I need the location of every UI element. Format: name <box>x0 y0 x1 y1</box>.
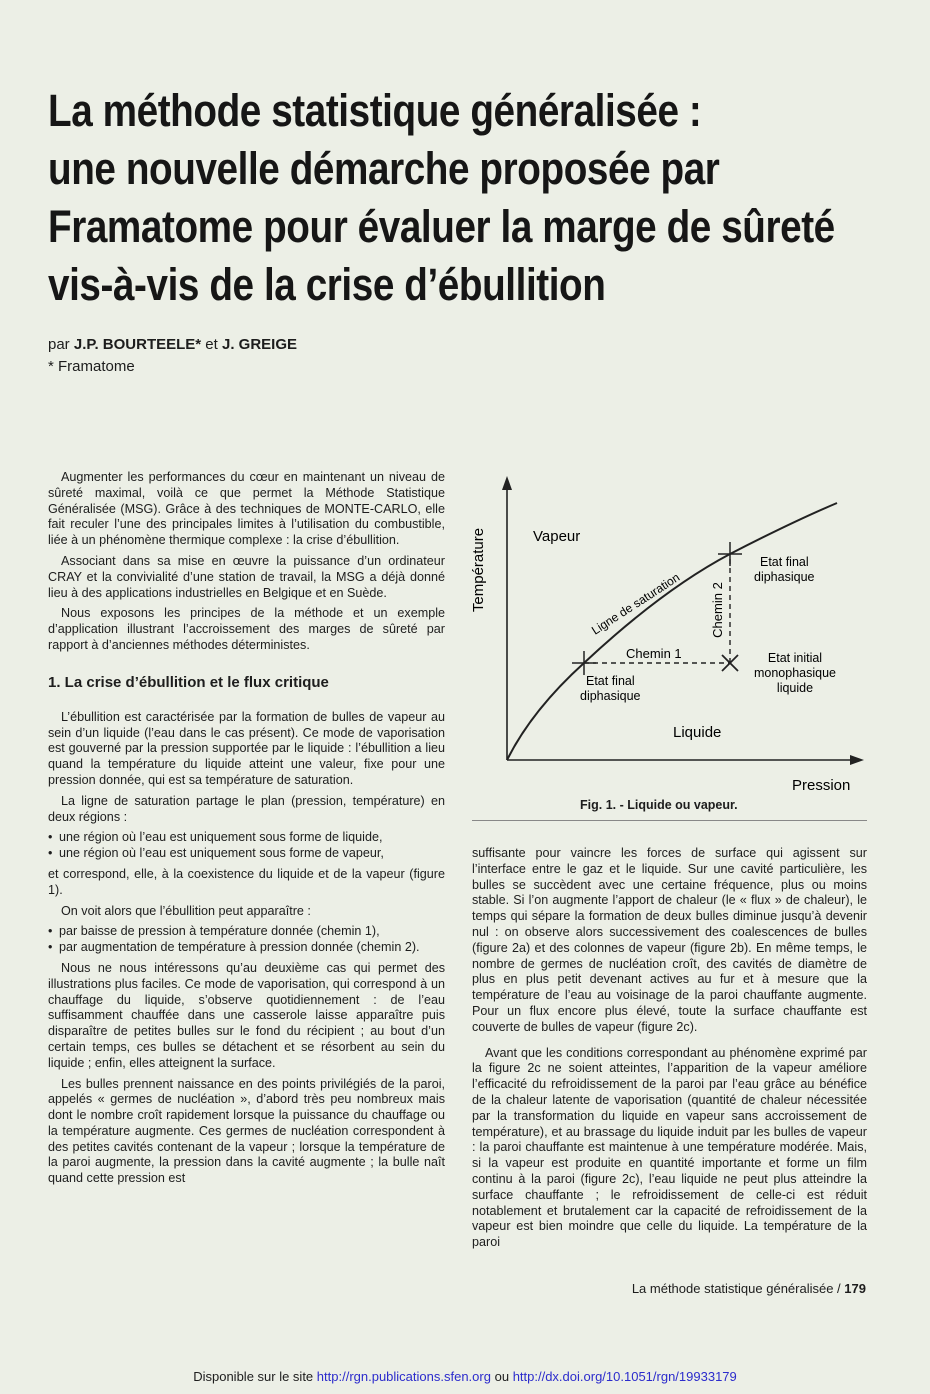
availability-line <box>0 1369 930 1384</box>
byline-par: par <box>48 336 70 353</box>
rgn-link[interactable]: http://rgn.publications.sfen.org <box>316 1369 491 1384</box>
figure-1-phase-diagram <box>462 470 872 794</box>
affiliation: * Framatome <box>48 358 135 375</box>
body-paragraph-4: On voit alors que l’ébullition peut apparaître : <box>61 903 311 918</box>
etat-initial-line-1: Etat initial <box>767 651 823 665</box>
byline <box>48 336 297 353</box>
x-axis-label: Pression <box>792 777 851 794</box>
available-prefix: Disponible sur le site <box>193 1369 314 1384</box>
abstract-paragraph-1: Augmenter les performances du cœur en maintenant un niveau de sûreté maximal, voilà ce que permet la Méthode Statistique Généralisée (MSG). Grâce à des techniques de MONTE-CARLO, elle fait reculer l’une des principales limites à l’utilisation du combustible, liée à un phénomène thermique complexe : la crise d’ébullition. <box>48 470 445 548</box>
page-number: 179 <box>844 1281 866 1296</box>
title-line-2: une nouvelle démarche proposée par <box>48 143 720 194</box>
initial-state-marker <box>722 655 738 671</box>
body-paragraph-6: Les bulles prennent naissance en des points privilégiés de la paroi, appelés « germes de nucléation », d’abord très peu nombreux mais dont le nombre croît rapidement lorsque la puissance du chauffage ou la température augmente. Ces germes de nucléation correspondent à des petites cavités contenant de la vapeur ; lorsque la température de la paroi augmente, la pression dans la cavité augmente ; la bulle naît quand cette pression est <box>48 1076 445 1186</box>
title-line-1: La méthode statistique généralisée : <box>48 85 702 136</box>
chemin-1-label: Chemin 1 <box>626 646 682 661</box>
y-axis-arrow <box>502 476 512 490</box>
saturation-line-label: Ligne de saturation <box>589 570 683 638</box>
vapeur-label: Vapeur <box>533 528 581 545</box>
figure-caption: Fig. 1. - Liquide ou vapeur. <box>580 798 738 812</box>
body-paragraph-3: et correspond, elle, à la coexistence du liquide et de la vapeur (figure 1). <box>48 866 445 897</box>
list-item: • par baisse de pression à température donnée (chemin 1), <box>48 924 445 940</box>
author-1: J.P. BOURTEELE* <box>73 336 202 353</box>
liquide-label: Liquide <box>673 724 722 741</box>
doi-link[interactable]: http://dx.doi.org/10.1051/rgn/19933179 <box>512 1369 737 1384</box>
y-axis-label: Température <box>470 527 487 613</box>
final-state-top-marker <box>718 542 742 566</box>
title-line-3: Framatome pour évaluer la marge de sûreté <box>48 201 835 252</box>
byline-et: et <box>205 336 218 353</box>
etat-final-left-line-2: diphasique <box>580 689 641 703</box>
etat-final-top-line-1: Etat final <box>760 555 809 569</box>
etat-initial-line-2: monophasique <box>753 666 837 680</box>
bullet-list-2 <box>48 924 445 956</box>
bullet-list-1 <box>48 830 445 862</box>
chemin-2-label: Chemin 2 <box>710 582 725 638</box>
etat-initial-line-3: liquide <box>776 681 814 695</box>
right-column <box>472 846 867 1256</box>
body-paragraph-2: La ligne de saturation partage le plan (pression, température) en deux régions : <box>48 793 445 824</box>
list-item: • par augmentation de température à pression donnée (chemin 2). <box>48 940 445 956</box>
ou-text: ou <box>494 1369 510 1384</box>
column-divider <box>472 820 867 821</box>
page-footer <box>632 1281 866 1296</box>
body-paragraph-8: Avant que les conditions correspondant au phénomène exprimé par la figure 2c ne soient atteintes, l’apparition de la vapeur améliore l’efficacité du refroidissement de la paroi par l’eau grâce au bénéfice de la chaleur latente de vaporisation (quantité de chaleur nécessitée par la transformation du liquide en vapeur sans accroissement de température), et au brassage du liquide induit par les bulles de vapeur : la paroi chauffante est maintenue à une température modérée. Mais, si la vapeur est produite en quantité importante et forme un film continu à la paroi (figure 2c), l’eau liquide ne peut plus atteindre la surface chauffante ; le refroidissement de celle-ci est réduit notablement et brutalement car la capacité de refroidissement de la vapeur est bien moindre que celle du liquide. La température de la paroi <box>472 1045 867 1250</box>
abstract-paragraph-3: Nous exposons les principes de la méthode et un exemple d’application illustrant l’accroissement des marges de sûreté par rapport à d’anciennes méthodes déterministes. <box>48 606 445 652</box>
article-title <box>48 82 835 314</box>
body-paragraph-1: L’ébullition est caractérisée par la formation de bulles de vapeur au sein d’un liquide (l’eau dans le cas présent). Ce mode de vaporisation est gouverné par la pression supportée par le liquide : l’ébullition a lieu quand la température du liquide atteint une valeur, fixe pour une pression donnée, qui est sa température de saturation. <box>48 709 445 787</box>
abstract-paragraph-2: Associant dans sa mise en œuvre la puissance d’un ordinateur CRAY et la convivialité d’une station de travail, la MSG a déjà donné lieu à des applications industrielles en Belgique et en Suède. <box>48 553 445 600</box>
author-2: J. GREIGE <box>221 336 298 353</box>
running-title: La méthode statistique généralisée / <box>631 1281 841 1296</box>
body-paragraph-7: suffisante pour vaincre les forces de surface qui agissent sur l’interface entre le gaz et le liquide. Sur une cavité particulière, les bulles se succèdent avec une certaine fréquence, plus ou moins stable. Si l’on augmente l’apport de chaleur (le « flux » de chaleur), le temps qui sépare la formation de deux bulles diminue jusqu’à devenir nul : on observe alors successivement des coalescences de bulles (figure 2a) et des colonnes de vapeur (figure 2b). En même temps, le nombre de germes de nucléation croît, des cavités de diamètre de plus en plus petit devenant actives au fur et à mesure que la température de l’eau au voisinage de la paroi chauffante augmente. Pour un flux encore plus élevé, toute la surface chauffante est couverte de bulles de vapeur (figure 2c). <box>472 846 867 1034</box>
x-axis-arrow <box>850 755 864 765</box>
etat-final-left-line-1: Etat final <box>586 674 635 688</box>
left-column <box>48 470 445 1192</box>
list-item: • une région où l’eau est uniquement sous forme de vapeur, <box>48 846 445 862</box>
list-item: • une région où l’eau est uniquement sous forme de liquide, <box>48 830 445 846</box>
etat-final-top-line-2: diphasique <box>754 570 815 584</box>
section-heading: 1. La crise d’ébullition et le flux critique <box>48 673 329 691</box>
body-paragraph-5: Nous ne nous intéressons qu’au deuxième cas qui permet des illustrations plus faciles. Ce mode de vaporisation, qui correspond à un chauffage du liquide, s’observe quotidiennement : de l’eau suffisamment chauffée dans une casserole laisse apparaître puis disparaître de petites bulles sur le fond du récipient ; au bout d’un certain temps, ces bulles se détachent et se résorbent au sein du liquide ; enfin, elles atteignent la surface. <box>48 960 445 1070</box>
title-line-4: vis-à-vis de la crise d’ébullition <box>48 259 606 310</box>
